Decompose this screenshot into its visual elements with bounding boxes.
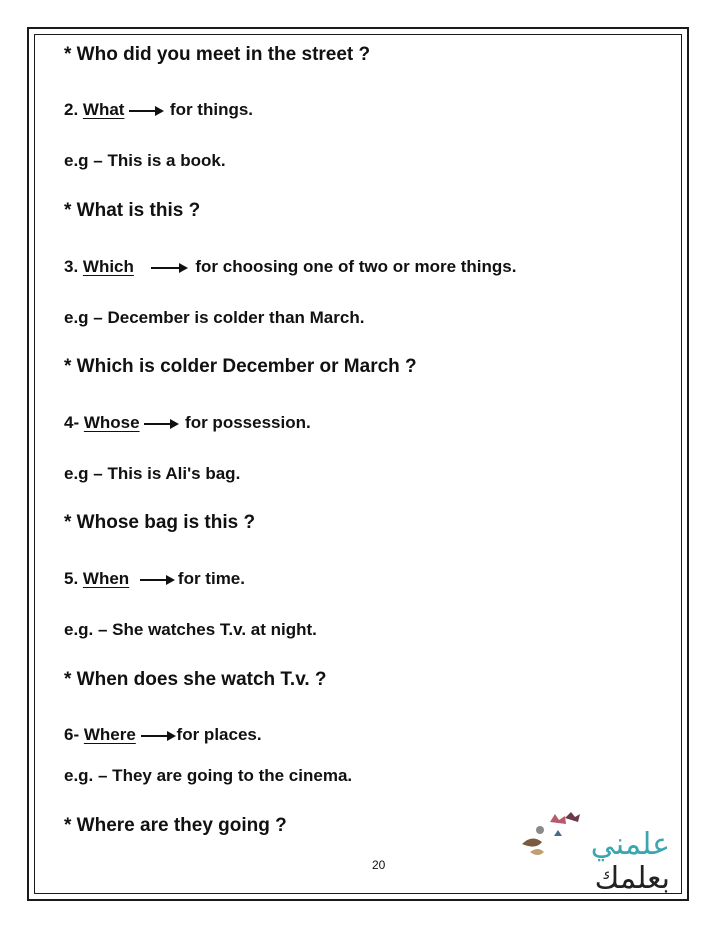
logo-text-top: علمني <box>590 827 670 862</box>
example-whose: e.g – This is Ali's bag. <box>64 464 241 483</box>
arrow-icon <box>144 418 180 430</box>
question-whose: * Whose bag is this ? <box>64 512 256 533</box>
example-which: e.g – December is colder than March. <box>64 308 365 327</box>
question-what: * What is this ? <box>64 200 201 221</box>
example-when: e.g. – She watches T.v. at night. <box>64 620 317 639</box>
allimni-logo <box>510 800 680 895</box>
question-where: * Where are they going ? <box>64 815 287 836</box>
arrow-icon <box>138 574 178 586</box>
rule-number: 3. <box>64 257 83 276</box>
question-word: Where <box>83 725 136 744</box>
arrow-icon <box>145 262 191 274</box>
rule-when <box>64 569 245 589</box>
example-what: e.g – This is a book. <box>64 151 226 170</box>
rule-what <box>64 100 253 120</box>
question-word: Which <box>82 257 134 276</box>
rule-number: 6- <box>64 725 84 744</box>
rule-text: for time. <box>177 569 245 588</box>
logo-text-bottom: بعلمك <box>594 861 670 895</box>
rule-whose <box>64 413 311 433</box>
example-where: e.g. – They are going to the cinema. <box>64 766 353 785</box>
rule-number: 2. <box>64 100 83 119</box>
question-when: * When does she watch T.v. ? <box>64 669 327 690</box>
question-word: When <box>82 569 130 588</box>
rule-which <box>64 257 516 277</box>
question-which: * Which is colder December or March ? <box>64 356 417 377</box>
rule-number: 5. <box>64 569 83 588</box>
logo-decoration-icon <box>522 812 580 855</box>
rule-where <box>64 725 262 745</box>
arrow-icon <box>129 105 165 117</box>
page-number: 20 <box>372 858 386 872</box>
rule-text: for things. <box>169 100 254 119</box>
question-who: * Who did you meet in the street ? <box>64 44 371 65</box>
rule-number: 4- <box>64 413 84 432</box>
rule-text: for places. <box>176 725 262 744</box>
question-word: What <box>82 100 125 119</box>
arrow-icon <box>141 730 177 742</box>
question-word: Whose <box>83 413 140 432</box>
rule-text: for choosing one of two or more things. <box>195 257 517 276</box>
rule-text: for possession. <box>185 413 311 432</box>
